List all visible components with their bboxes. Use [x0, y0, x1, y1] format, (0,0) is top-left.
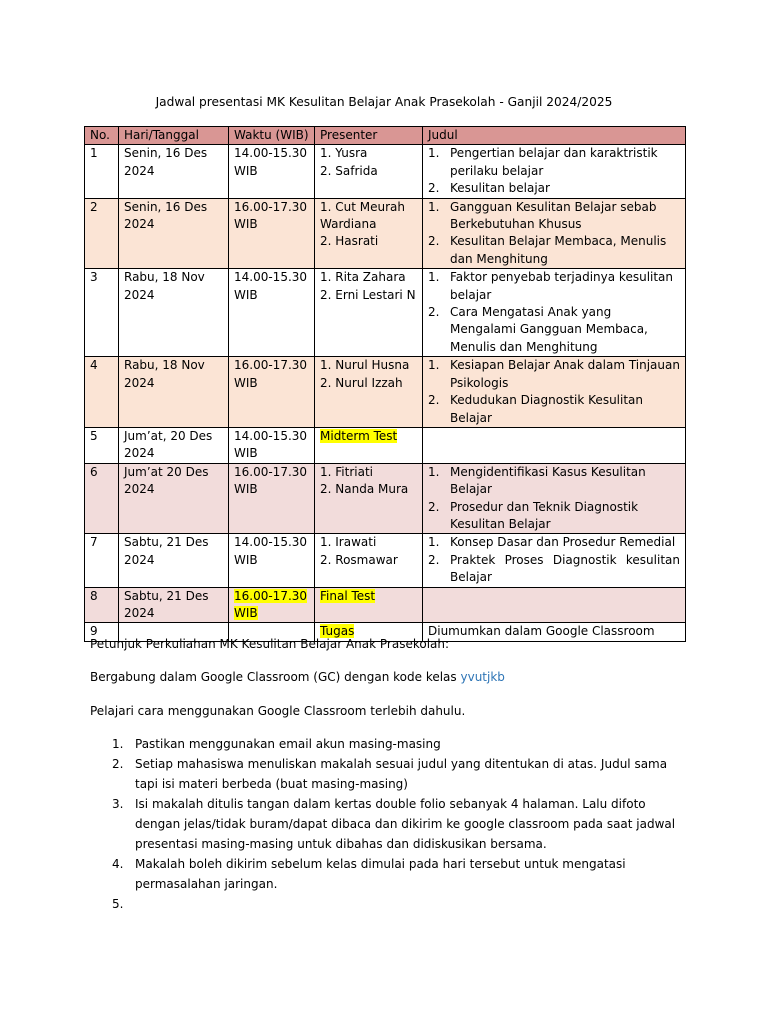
cell-presenters [315, 269, 423, 357]
cell-presenters [315, 145, 423, 198]
presenter-name: 1. Rita Zahara [320, 270, 406, 285]
cell-presenters [315, 534, 423, 587]
title-item: 1. Konsep Dasar dan Prosedur Remedial [428, 535, 676, 550]
cell-time: 14.00-15.30 WIB [229, 269, 315, 357]
cell-time: 14.00-15.30 WIB [229, 145, 315, 198]
title-item: 2. Praktek Proses Diagnostik kesulitan Belajar [428, 552, 680, 585]
cell-time: 16.00-17.30 WIB [229, 357, 315, 428]
title-item: 1. Gangguan Kesulitan Belajar sebab Berkebutuhan Khusus [428, 199, 657, 232]
cell-no: 4 [85, 357, 119, 428]
cell-no: 9 [85, 623, 119, 641]
midterm-test-label: Midterm Test [320, 428, 398, 443]
table-row [85, 145, 686, 198]
title-item: 1. Kesiapan Belajar Anak dalam Tinjauan Psikologis [428, 358, 680, 390]
cell-day: Sabtu, 21 Des 2024 [119, 587, 229, 623]
cell-presenters [315, 463, 423, 534]
presenter-name: 1. Yusra [320, 146, 368, 161]
presenter-name: 2. Erni Lestari N [320, 287, 416, 302]
cell-time: 16.00-17.30 WIB [229, 463, 315, 534]
presenter-name: 1. Cut Meurah Wardiana [320, 199, 406, 232]
document-title: Jadwal presentasi MK Kesulitan Belajar Anak Prasekolah - Ganjil 2024/2025 [155, 95, 613, 109]
cell-titles [423, 463, 686, 534]
header-time: Waktu (WIB) [229, 127, 315, 145]
title-item: 1. Mengidentifikasi Kasus Kesulitan Belajar [428, 464, 646, 497]
assignment-label: Tugas [320, 624, 355, 639]
title-item: 2. Cara Mengatasi Anak yang Mengalami Gangguan Membaca, Menulis dan Menghitung [428, 305, 648, 354]
cell-day: Senin, 16 Des 2024 [119, 145, 229, 198]
cell-titles [423, 587, 686, 623]
header-day: Hari/Tanggal [119, 127, 229, 145]
cell-no: 5 [85, 427, 119, 463]
learn-classroom-text: Pelajari cara menggunakan Google Classroom terlebih dahulu. [90, 704, 466, 718]
title-item: 2. Kesulitan Belajar Membaca, Menulis dan Menghitung [428, 234, 667, 266]
cell-no: 3 [85, 269, 119, 357]
presenter-name: 1. Irawati [320, 535, 377, 550]
presenter-name: 2. Safrida [320, 163, 378, 178]
cell-titles [423, 269, 686, 357]
cell-time [229, 587, 315, 623]
cell-presenters [315, 198, 423, 269]
table-header-row [85, 127, 686, 145]
cell-no: 2 [85, 198, 119, 269]
cell-presenters [315, 587, 423, 623]
highlighted-time: 16.00-17.30 WIB [234, 588, 308, 620]
list-item: 3. Isi makalah ditulis tangan dalam kertas double folio sebanyak 4 halaman. Lalu difoto dengan jelas/tidak buram/dapat dibaca dan dikirim ke google classroom pada saat jadwal presentasi masing-masing untuk dibahas dan didiskusikan bersama. [112, 797, 676, 851]
table-row [85, 427, 686, 463]
final-test-label: Final Test [320, 588, 376, 603]
instruction-steps [90, 734, 690, 914]
table-row [85, 357, 686, 428]
presenter-name: 2. Hasrati [320, 234, 379, 249]
cell-titles [423, 427, 686, 463]
cell-titles [423, 145, 686, 198]
cell-time: 16.00-17.30 WIB [229, 198, 315, 269]
cell-presenters [315, 427, 423, 463]
title-item: 1. Pengertian belajar dan karaktristik perilaku belajar [428, 146, 658, 178]
schedule-table [84, 126, 686, 642]
cell-no: 8 [85, 587, 119, 623]
table-row [85, 463, 686, 534]
cell-titles [423, 198, 686, 269]
presenter-name: 2. Nanda Mura [320, 482, 409, 497]
table-row [85, 269, 686, 357]
presenter-name: 2. Rosmawar [320, 552, 398, 567]
presenter-name: 2. Nurul Izzah [320, 375, 403, 390]
cell-day: Rabu, 18 Nov 2024 [119, 269, 229, 357]
class-code-link[interactable]: yvutjkb [460, 670, 505, 684]
table-row [85, 534, 686, 587]
cell-time: 14.00-15.30 WIB [229, 427, 315, 463]
cell-time: 14.00-15.30 WIB [229, 534, 315, 587]
title-item: 2. Prosedur dan Teknik Diagnostik Kesulitan Belajar [428, 499, 639, 531]
list-item: 1. Pastikan menggunakan email akun masing-masing [112, 737, 441, 751]
header-no: No. [85, 127, 119, 145]
header-presenter: Presenter [315, 127, 423, 145]
cell-no: 7 [85, 534, 119, 587]
cell-day: Jum’at, 20 Des 2024 [119, 427, 229, 463]
header-title: Judul [423, 127, 686, 145]
join-text: Bergabung dalam Google Classroom (GC) dengan kode kelas [90, 670, 457, 684]
table-row [85, 198, 686, 269]
presenter-name: 1. Nurul Husna [320, 358, 410, 373]
cell-titles [423, 357, 686, 428]
title-item: 1. Faktor penyebab terjadinya kesulitan belajar [428, 270, 674, 302]
cell-titles [423, 534, 686, 587]
presenter-name: 1. Fitriati [320, 464, 373, 479]
list-item: 2. Setiap mahasiswa menuliskan makalah sesuai judul yang ditentukan di atas. Judul sama tapi isi materi berbeda (buat masing-masing) [112, 757, 668, 791]
cell-day: Jum’at 20 Des 2024 [119, 463, 229, 534]
cell-no: 6 [85, 463, 119, 534]
cell-day: Rabu, 18 Nov 2024 [119, 357, 229, 428]
cell-titles: Diumumkan dalam Google Classroom [423, 623, 686, 641]
list-item: 5. [112, 897, 124, 911]
instructions-heading: Petunjuk Perkuliahan MK Kesulitan Belajar Anak Prasekolah: [90, 637, 450, 651]
join-classroom-text [90, 669, 505, 685]
cell-presenters [315, 357, 423, 428]
title-item: 2. Kedudukan Diagnostik Kesulitan Belajar [428, 393, 644, 425]
cell-no: 1 [85, 145, 119, 198]
cell-day: Senin, 16 Des 2024 [119, 198, 229, 269]
cell-day: Sabtu, 21 Des 2024 [119, 534, 229, 587]
list-item: 4. Makalah boleh dikirim sebelum kelas dimulai pada hari tersebut untuk mengatasi permasalahan jaringan. [112, 857, 626, 891]
title-item: 2. Kesulitan belajar [428, 181, 550, 196]
table-row [85, 587, 686, 623]
